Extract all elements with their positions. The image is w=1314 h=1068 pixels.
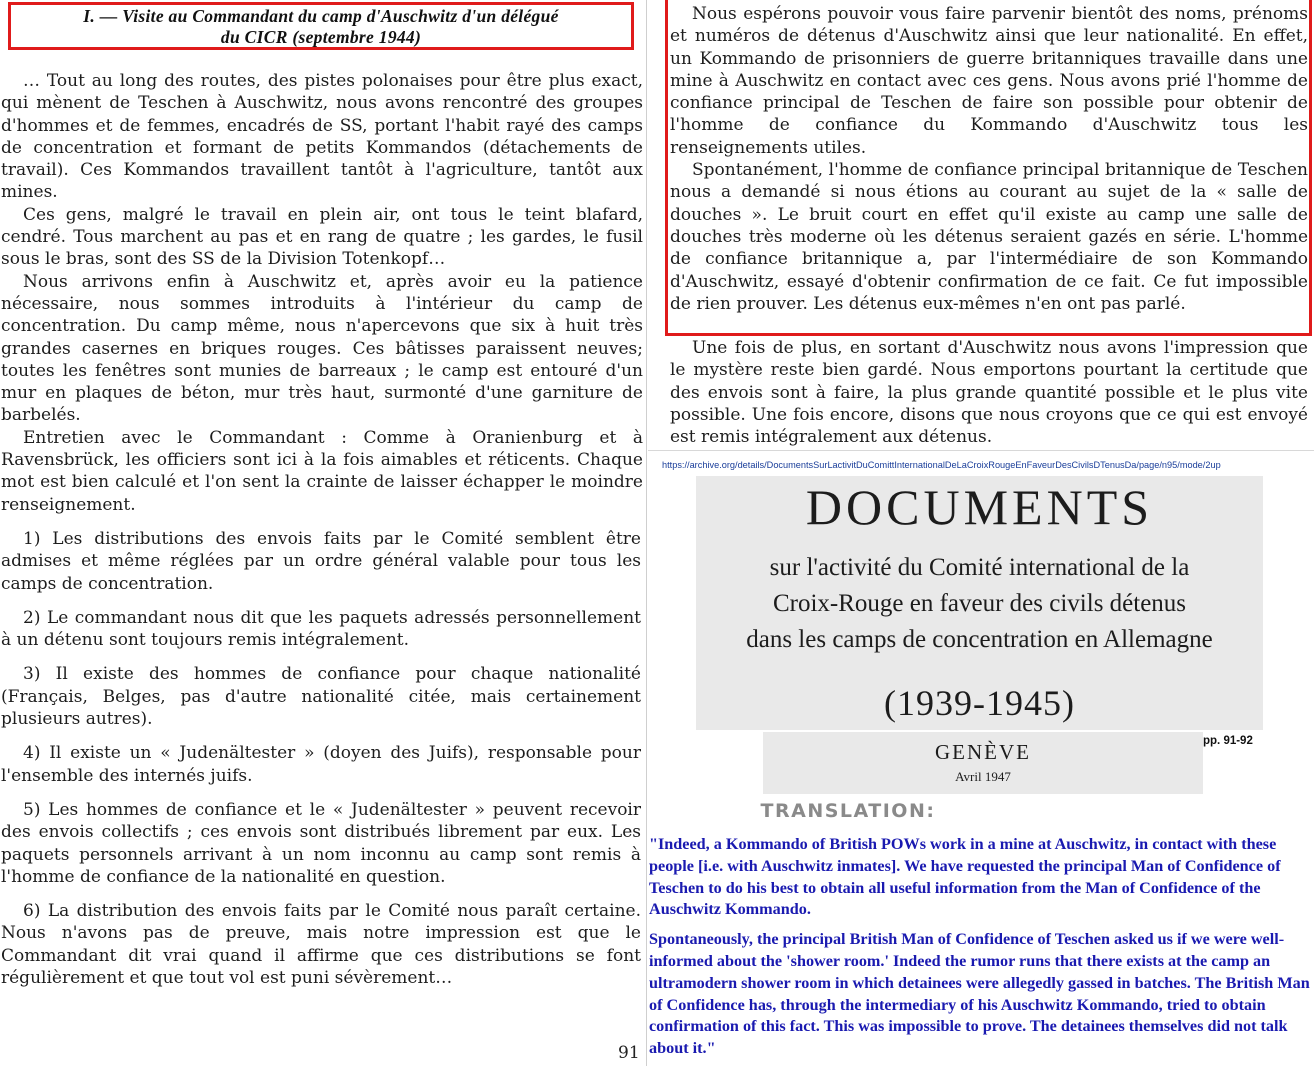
cover-years: (1939-1945) (884, 683, 1075, 723)
list-item: 3) Il existe des hommes de confiance pour chaque nationalité (Français, Belges, pas d'autre nationalité citée, mais certainement plusieurs autres). (1, 664, 641, 730)
list-item: 2) Le commandant nous dit que les paquets adressés personnellement à un détenu sont toujours remis intégralement. (1, 607, 641, 651)
source-url-link[interactable]: https://archive.org/details/DocumentsSurLactivitDuComittInternationalDeLaCroixRougeEnFaveurDesCivilsDTenusDa/page/n95/mode/2up (662, 460, 1221, 470)
cover-date: Avril 1947 (955, 769, 1011, 784)
list-item: 4) Il existe un « Judenältester » (doyen des Juifs), responsable pour l'ensemble des internés juifs. (1, 743, 641, 786)
list-item: 6) La distribution des envois faits par le Comité nous paraît certaine. Nous n'avons pas de preuve, mais notre impression est que le Commandant dit vrai quand il affirme que ces distributions se font régulièrement et que tout vol est puni sévèrement… (1, 901, 641, 989)
book-cover-image (696, 476, 1263, 730)
excerpt-paragraph: Spontanément, l'homme de confiance principal britannique de Teschen nous a demandé si nous étions au courant au sujet de la « salle de douches ». Le bruit court en effet qu'il existe au camp une salle de douches très moderne où les détenus seraient gazés en série. L'homme de confiance britannique a, par l'intermédiaire de son Kommando d'Auschwitz, essayé d'obtenir confirmation de ce fait. Ce fut impossible de rien prouver. Les détenus eux-mêmes n'en ont pas parlé. (670, 160, 1308, 314)
cover-subtitle-line: dans les camps de concentration en Allemagne (746, 626, 1213, 653)
closing-paragraph: Une fois de plus, en sortant d'Auschwitz nous avons l'impression que le mystère reste bien gardé. Nous emportons pourtant la certitude que des envois sont à faire, la plus grande quantité possible et le plus vite possible. Une fois encore, disons que nous croyons que ce qui est envoyé est remis intégralement aux détenus. (670, 338, 1308, 448)
translation-heading: TRANSLATION: (760, 800, 936, 822)
list-item: 5) Les hommes de confiance et le « Judenältester » peuvent recevoir des envois collectifs ; ces envois sont distribués librement par eux. Les paquets personnels arrivant à un nom inconnu au camp sont remis à l'homme de confiance de la nationalité en question. (1, 799, 641, 887)
translation-paragraph: Spontaneously, the principal British Man of Confidence of Teschen asked us if we were well-informed about the 'shower room.' Indeed the rumor runs that there exists at the camp an ultramodern shower room in which detainees were allegedly gassed in batches. The British Man of Confidence has, through the intermediary of his Auschwitz Kommando, tried to obtain confirmation of this fact. This was impossible to prove. The detainees themselves did not talk about it." (649, 930, 1310, 1058)
list-item: 1) Les distributions des envois faits par le Comité semblent être admises et même réglées par un ordre général valable pour tous les camps de concentration. (1, 529, 641, 594)
report-paragraph: Nous arrivons enfin à Auschwitz et, après avoir eu la patience nécessaire, nous sommes introduits à l'intérieur du camp de concentration. Du camp même, nous n'apercevons que six à huit très grandes casernes en briques rouges. Ces bâtisses paraissent neuves; toutes les fenêtres sont munies de barreaux ; le camp est entouré d'un mur en plaques de béton, mur très haut, surmonté d'une garniture de barbelés. (1, 271, 643, 426)
highlighted-title-box (8, 2, 634, 50)
highlighted-excerpt-box (665, 0, 1312, 336)
pages-label: pp. 91-92 (1203, 735, 1253, 747)
scanned-page-left (0, 0, 646, 1066)
translation-text (649, 834, 1313, 1068)
report-paragraph: Ces gens, malgré le travail en plein air, ont tous le teint blafard, cendré. Tous marchent au pas et en rang de quatre ; les gardes, le fusil sous le bras, sont des SS de la Division Totenkopf… (1, 204, 643, 270)
excerpt-paragraph: Nous espérons pouvoir vous faire parvenir bientôt des noms, prénoms et numéros de détenus d'Auschwitz ainsi que leur nationalité. En effet, un Kommando de prisonniers de guerre britanniques travaille dans une mine à Auschwitz en contact avec ces gens. Nous avons prié l'homme de confiance principal de Teschen de faire son possible pour obtenir de l'homme de confiance du Kommando d'Auschwitz tous les renseignements utiles. (670, 4, 1308, 158)
cover-title: DOCUMENTS (805, 479, 1154, 535)
section-divider (648, 450, 1314, 451)
cover-subtitle-line: Croix-Rouge en faveur des civils détenus (772, 590, 1187, 617)
cover-city: GENÈVE (935, 740, 1031, 764)
document-title-line1: I. — Visite au Commandant du camp d'Auschwitz d'un délégué (83, 6, 559, 26)
cover-subtitle (696, 550, 1263, 658)
report-paragraph: Entretien avec le Commandant : Comme à Oranienburg et à Ravensbrück, les officiers sont ici à la fois aimables et réticents. Chaque mot est bien calculé et l'on sent la crainte de laisser échapper le moindre renseignement. (1, 427, 643, 515)
scanned-page-right (648, 0, 1314, 1066)
translation-paragraph: "Indeed, a Kommando of British POWs work in a mine at Auschwitz, in contact with these people [i.e. with Auschwitz inmates]. We have requested the principal Man of Confidence of Teschen to do his best to obtain all useful information from the Man of Confidence of the Auschwitz Kommando. (649, 835, 1281, 919)
numbered-findings-list (1, 528, 641, 1001)
report-paragraph: … Tout au long des routes, des pistes polonaises pour être plus exact, qui mènent de Teschen à Auschwitz, nous avons rencontré des groupes d'hommes et de femmes, encadrés de SS, portant l'habit rayé des camps de concentration et formant de petits Kommandos (détachements de travail). Ces Kommandos travaillent tantôt à l'agriculture, tantôt aux mines. (1, 71, 643, 203)
document-title-line2: du CICR (septembre 1944) (220, 27, 422, 47)
page-number: 91 (618, 1043, 640, 1063)
column-divider (646, 0, 647, 1066)
cover-subtitle-line: sur l'activité du Comité international de la (769, 554, 1190, 581)
closing-paragraph-block (670, 337, 1308, 448)
report-body (1, 70, 643, 516)
cover-imprint (763, 732, 1203, 794)
